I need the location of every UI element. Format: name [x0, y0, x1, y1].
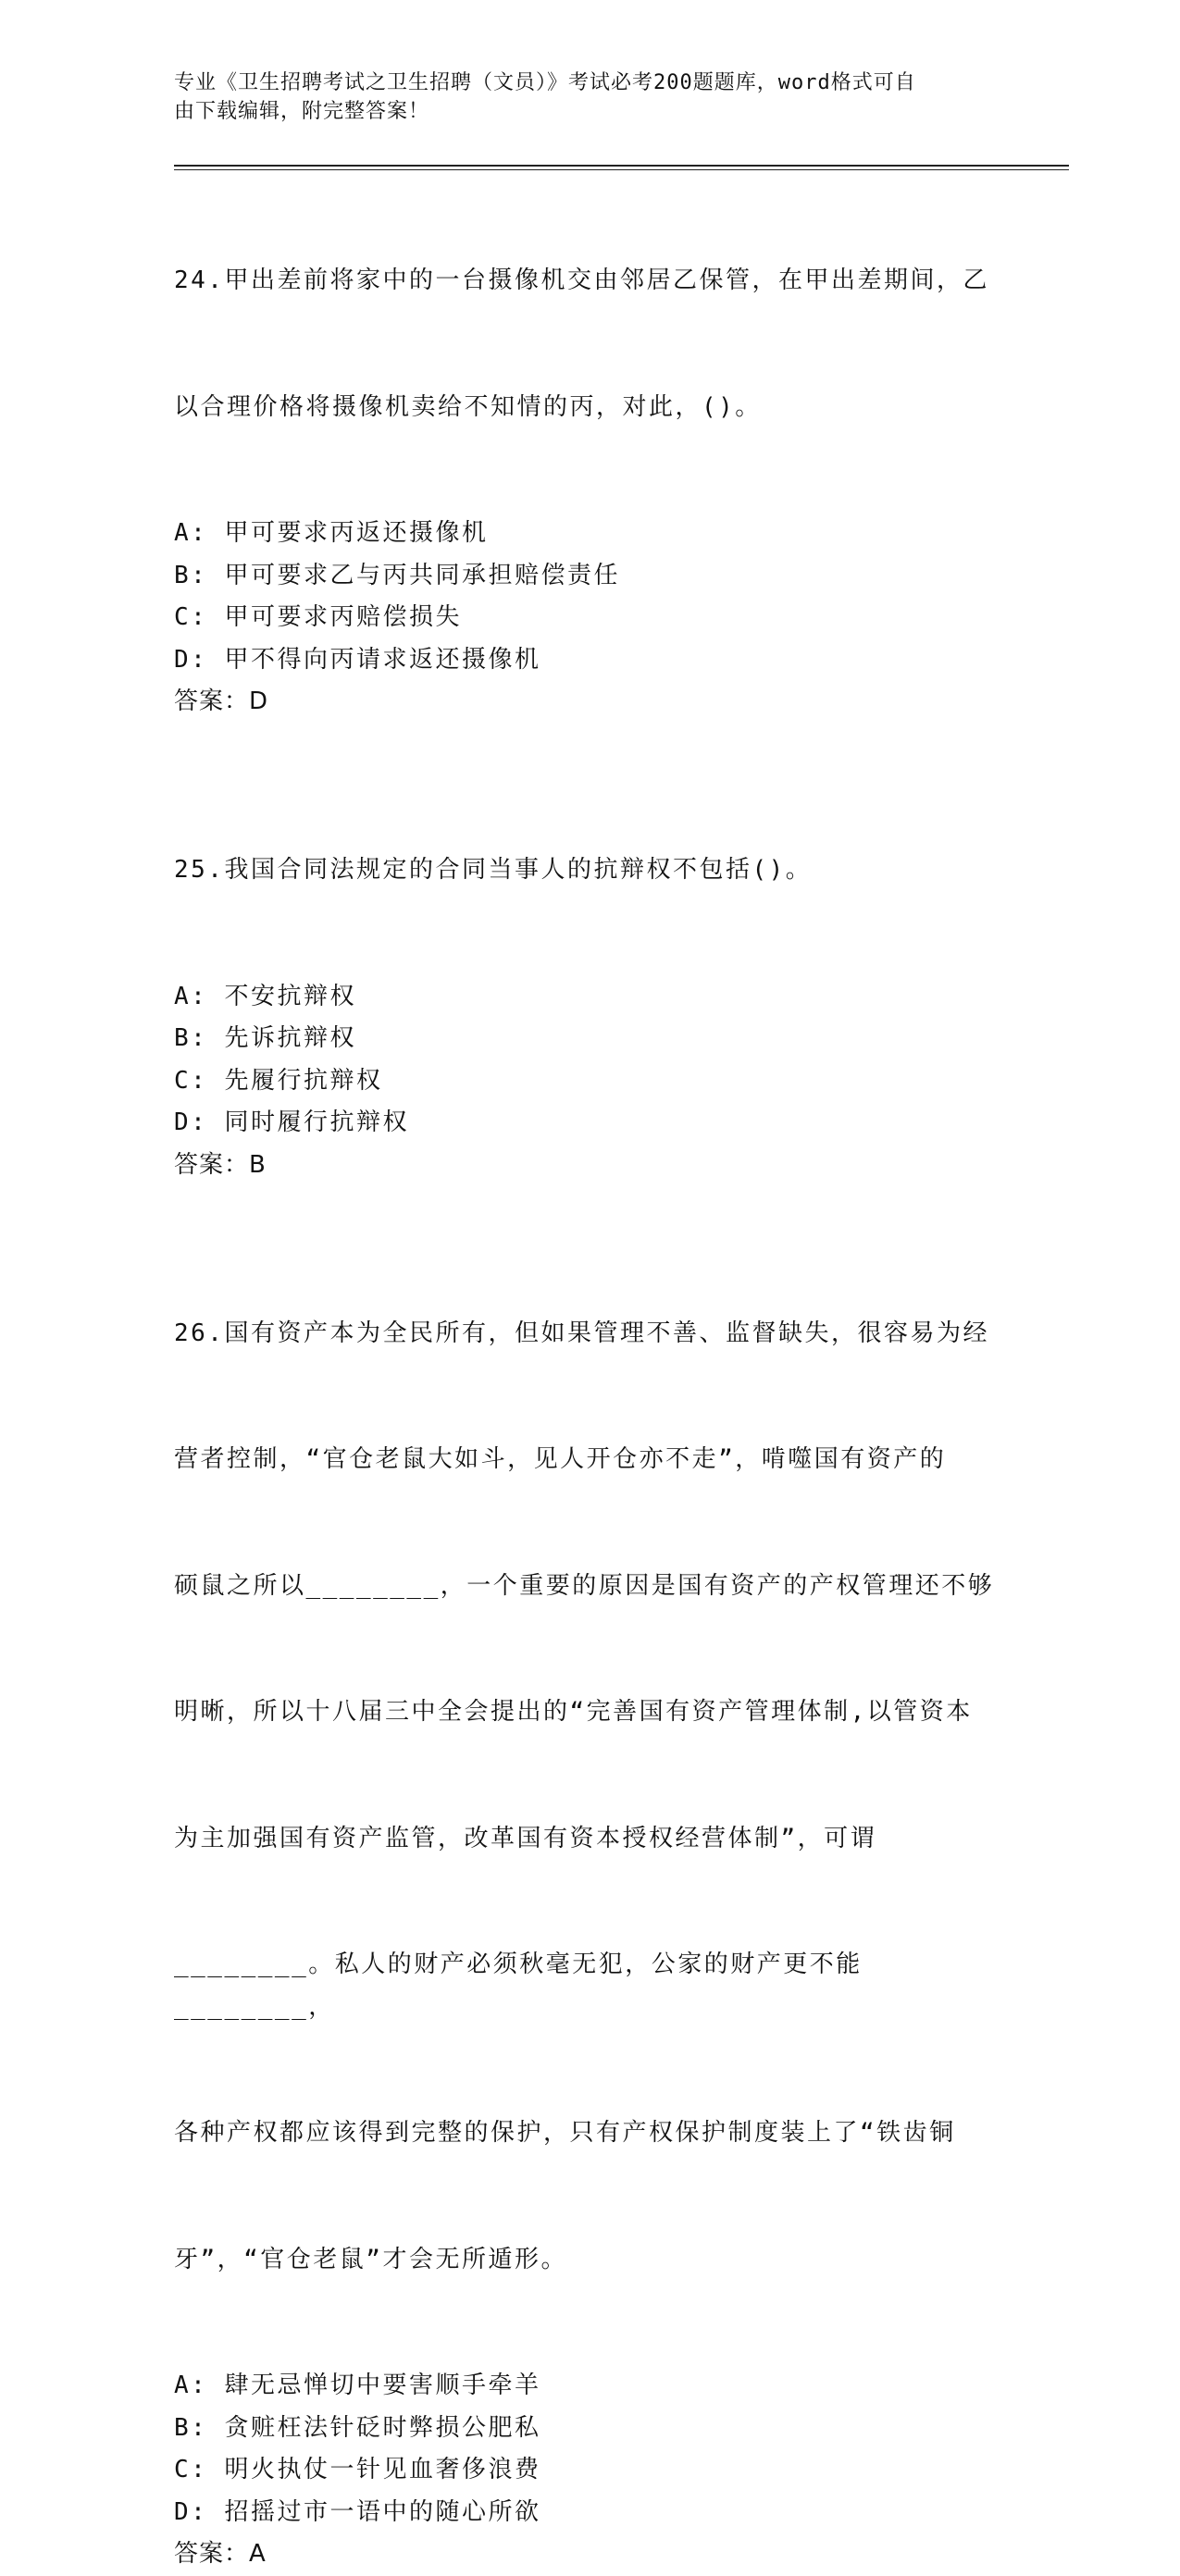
stem-line: 硕鼠之所以________，一个重要的原因是国有资产的产权管理还不够: [174, 1571, 995, 1600]
option-key: B: [174, 561, 192, 589]
document-header: [174, 68, 988, 126]
header-divider-thin: [174, 169, 1069, 170]
option-text: 肆无忌惮切中要害顺手牵羊: [224, 2372, 541, 2399]
header-line-2: 由下载编辑，附完整答案！: [174, 100, 430, 123]
option-c: C: 先履行抗辩权: [174, 1066, 383, 1095]
option-text: 招摇过市一语中的随心所欲: [224, 2497, 541, 2526]
answer-label: 答案：: [174, 2540, 250, 2568]
question-24: [174, 176, 1007, 724]
option-a: A: 肆无忌惮切中要害顺手牵羊: [174, 2372, 541, 2399]
option-key: D: [174, 645, 192, 674]
answer-line: [174, 1145, 1007, 1187]
option-key: C: [174, 2456, 192, 2483]
option-key: C: [174, 1066, 192, 1095]
option-key: B: [174, 1024, 192, 1052]
question-stem: [174, 765, 1007, 976]
stem-line: 各种产权都应该得到完整的保护，只有产权保护制度装上了“铁齿铜: [174, 2119, 956, 2147]
question-25: [174, 765, 1007, 1186]
option-key: D: [174, 1108, 192, 1136]
option-d: D: 甲不得向丙请求返还摄像机: [174, 645, 541, 674]
stem-line: 以合理价格将摄像机卖给不知情的丙，对此，()。: [174, 392, 762, 421]
option-c: C: 明火执仗一针见血奢侈浪费: [174, 2456, 541, 2483]
option-text: 甲可要求丙返还摄像机: [224, 519, 489, 547]
option-key: A: [174, 2372, 192, 2399]
option-key: A: [174, 519, 192, 547]
stem-line: 牙”，“官仓老鼠”才会无所遁形。: [174, 2245, 567, 2273]
option-key: B: [174, 2413, 192, 2442]
stem-line: 24.甲出差前将家中的一台摄像机交由邻居乙保管，在甲出差期间，乙: [174, 266, 989, 294]
option-text: 甲可要求乙与丙共同承担赔偿责任: [224, 561, 620, 589]
option-text: 先履行抗辩权: [224, 1066, 383, 1095]
option-text: 甲不得向丙请求返还摄像机: [224, 645, 541, 674]
option-text: 明火执仗一针见血奢侈浪费: [224, 2456, 541, 2483]
answer-label: 答案：: [174, 687, 250, 715]
option-d: D: 同时履行抗辩权: [174, 1108, 409, 1136]
question-list: [174, 176, 1007, 2576]
header-line-1: 专业《卫生招聘考试之卫生招聘（文员）》考试必考200题题库，word格式可自: [174, 71, 916, 94]
option-text: 不安抗辩权: [224, 982, 356, 1010]
option-a: A: 不安抗辩权: [174, 982, 356, 1010]
question-stem: [174, 1229, 1007, 2366]
question-26: [174, 1229, 1007, 2576]
option-text: 甲可要求丙赔偿损失: [224, 603, 462, 631]
answer-line: [174, 2533, 1007, 2576]
answer-line: [174, 681, 1007, 724]
option-d: D: 招摇过市一语中的随心所欲: [174, 2497, 541, 2526]
question-stem: [174, 176, 1007, 513]
answer-label: 答案：: [174, 1150, 250, 1179]
option-key: D: [174, 2497, 192, 2526]
stem-line: 26.国有资产本为全民所有，但如果管理不善、监督缺失，很容易为经: [174, 1319, 989, 1347]
option-key: C: [174, 603, 192, 631]
option-b: B: 先诉抗辩权: [174, 1024, 356, 1052]
answer-value: A: [249, 2540, 267, 2568]
stem-line: ________。私人的财产必须秋毫无犯，公家的财产更不能________，: [174, 1951, 863, 2021]
stem-line: 25.我国合同法规定的合同当事人的抗辩权不包括()。: [174, 856, 813, 884]
header-divider-thick: [174, 165, 1069, 167]
option-text: 先诉抗辩权: [224, 1024, 356, 1052]
option-key: A: [174, 982, 192, 1010]
option-b: B: 甲可要求乙与丙共同承担赔偿责任: [174, 561, 620, 589]
stem-line: 明晰，所以十八届三中全会提出的“完善国有资产管理体制,以管资本: [174, 1698, 973, 1726]
option-text: 同时履行抗辩权: [224, 1108, 409, 1136]
option-c: C: 甲可要求丙赔偿损失: [174, 603, 462, 631]
answer-value: D: [249, 687, 269, 715]
stem-line: 营者控制，“官仓老鼠大如斗，见人开仓亦不走”，啃噬国有资产的: [174, 1445, 947, 1473]
stem-line: 为主加强国有资产监管，改革国有资本授权经营体制”，可谓: [174, 1824, 877, 1852]
option-a: A: 甲可要求丙返还摄像机: [174, 519, 489, 547]
option-text: 贪赃枉法针砭时弊损公肥私: [224, 2413, 541, 2442]
option-b: B: 贪赃枉法针砭时弊损公肥私: [174, 2413, 541, 2442]
answer-value: B: [249, 1150, 267, 1179]
